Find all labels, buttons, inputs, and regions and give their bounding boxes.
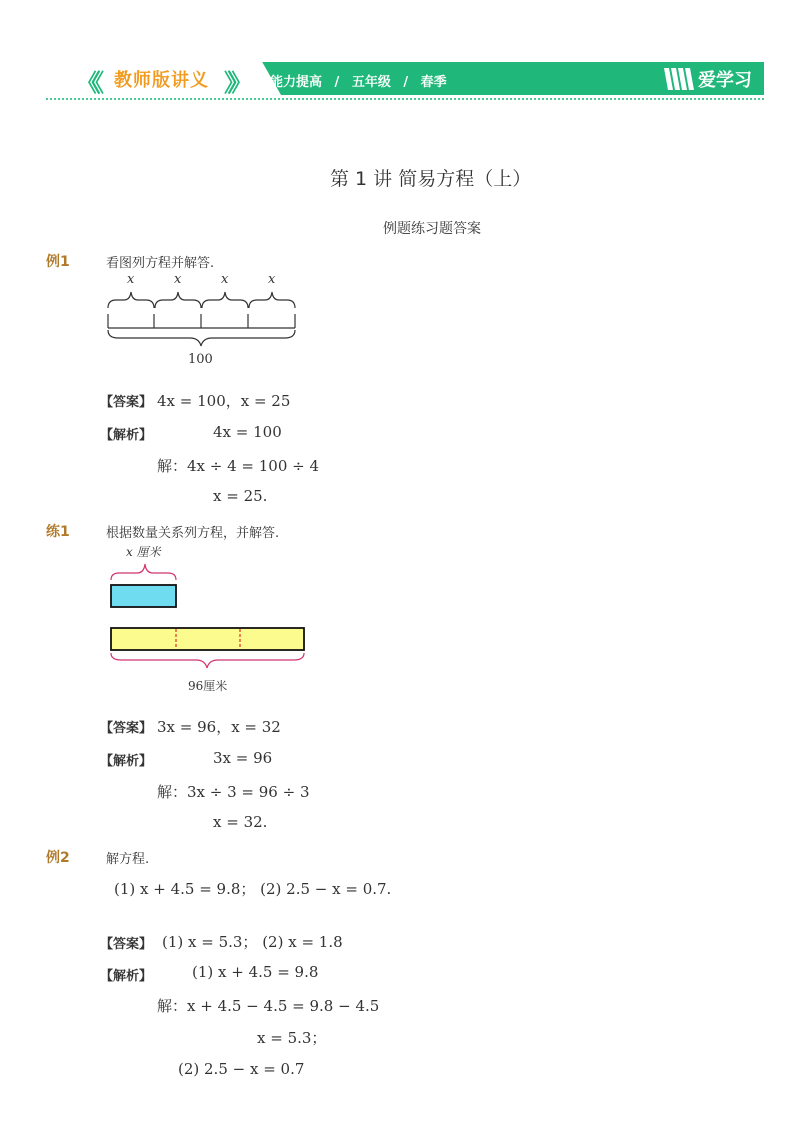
crumb-sep: / <box>334 75 340 90</box>
answer-label: 【答案】 <box>100 937 153 952</box>
crumb-grade: 五年级 <box>351 75 391 90</box>
logo-text: 爱学习 <box>698 69 752 91</box>
chevron-right-icon: 》》 <box>224 69 244 97</box>
part-label: x <box>268 272 276 287</box>
example-2-step-4: (2) 2.5 − x = 0.7 <box>178 1060 305 1078</box>
part-label: x <box>174 272 182 287</box>
example-2-problems: (1) x + 4.5 = 9.8； (2) 2.5 − x = 0.7. <box>114 880 392 898</box>
brand-logo <box>664 64 752 93</box>
practice-1-step-2: 解：3x ÷ 3 = 96 ÷ 3 <box>157 783 310 801</box>
practice-1-tag: 练1 <box>46 524 70 540</box>
example-1-step-2: 解：4x ÷ 4 = 100 ÷ 4 <box>157 457 320 475</box>
book-stripes-icon <box>664 68 694 90</box>
example-2-tag: 例2 <box>46 850 70 866</box>
part-label: x <box>127 272 135 287</box>
example-1-step-3: x = 25. <box>213 487 268 505</box>
teacher-edition-badge: 教师版讲义 <box>114 70 209 91</box>
top-label: x 厘米 <box>126 545 161 559</box>
unit-bar <box>111 585 176 607</box>
example-1-tag: 例1 <box>46 254 70 270</box>
lecture-title: 第 1 讲 简易方程（上） <box>330 168 532 190</box>
example-2-step-1: (1) x + 4.5 = 9.8 <box>192 963 319 981</box>
example-1-answer: 4x = 100，x = 25 <box>157 392 291 410</box>
example-2-step-3: x = 5.3； <box>257 1029 327 1047</box>
crumb-term: 春季 <box>420 75 447 90</box>
example-1-diagram <box>100 268 310 368</box>
breadcrumb <box>270 71 455 90</box>
example-1-prompt: 看图列方程并解答. <box>106 256 215 271</box>
header-divider <box>46 98 764 100</box>
practice-1-diagram <box>100 540 320 700</box>
part-label: x <box>221 272 229 287</box>
practice-1-answer: 3x = 96，x = 32 <box>157 718 281 736</box>
example-2-prompt: 解方程. <box>106 852 150 867</box>
total-bar <box>111 628 304 650</box>
example-1-step-1: 4x = 100 <box>213 423 282 441</box>
bottom-label: 96厘米 <box>188 679 228 693</box>
chevron-left-icon: 《《 <box>76 69 96 97</box>
example-2-step-2: 解：x + 4.5 − 4.5 = 9.8 − 4.5 <box>157 997 380 1015</box>
analysis-label: 【解析】 <box>100 969 153 984</box>
example-2-answer: (1) x = 5.3； (2) x = 1.8 <box>162 933 343 951</box>
crumb-sep: / <box>403 75 409 90</box>
section-subtitle: 例题练习题答案 <box>383 221 481 237</box>
answer-label: 【答案】 <box>100 721 153 736</box>
crumb-level: 能力提高 <box>270 75 323 90</box>
practice-1-step-1: 3x = 96 <box>213 749 273 767</box>
analysis-label: 【解析】 <box>100 754 153 769</box>
total-label: 100 <box>188 352 213 367</box>
analysis-label: 【解析】 <box>100 428 153 443</box>
practice-1-prompt: 根据数量关系列方程，并解答. <box>106 526 280 541</box>
header-bar <box>46 62 764 95</box>
practice-1-step-3: x = 32. <box>213 813 268 831</box>
answer-label: 【答案】 <box>100 395 153 410</box>
